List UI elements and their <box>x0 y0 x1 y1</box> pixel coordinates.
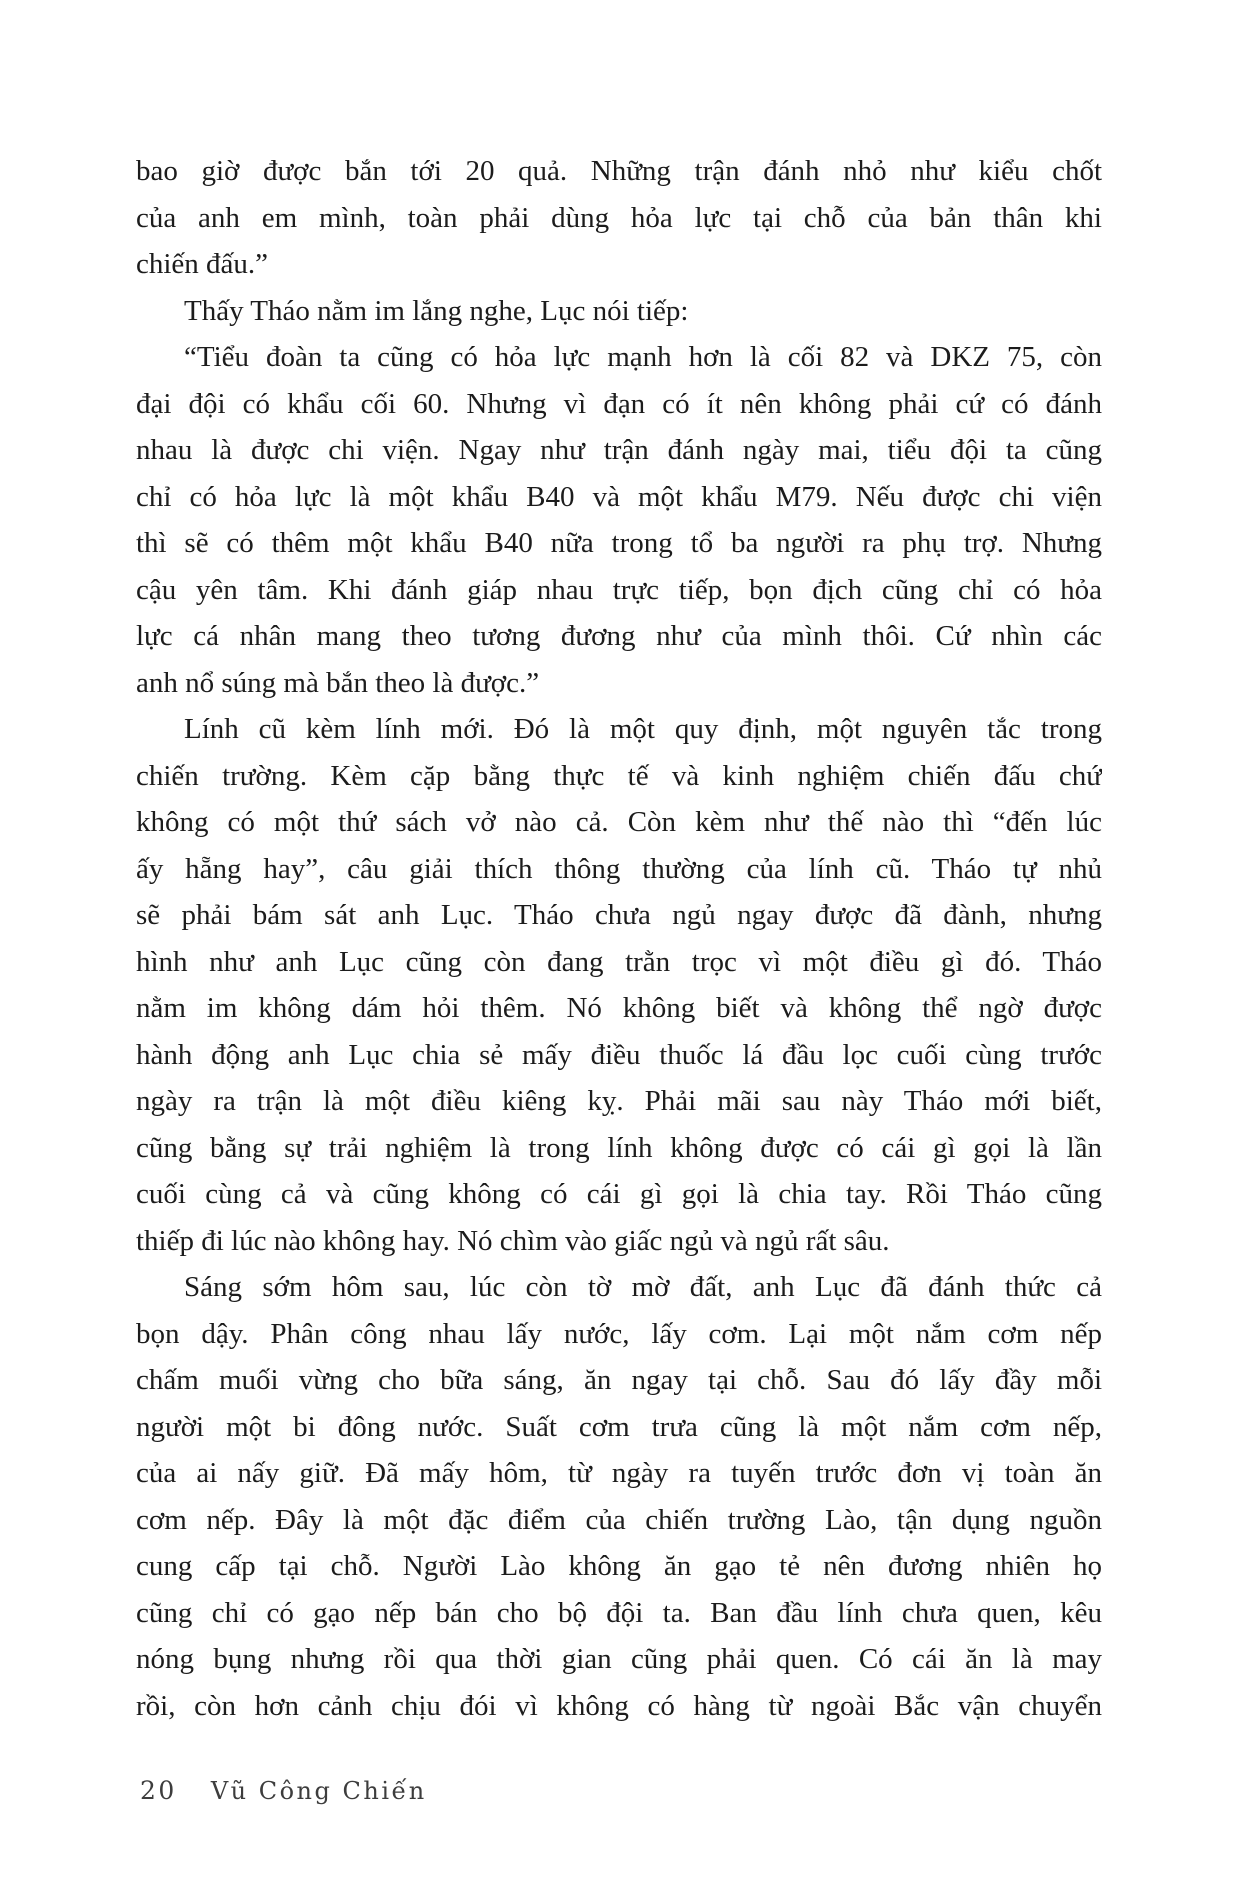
text-line: cung cấp tại chỗ. Người Lào không ăn gạo tẻ nên đương nhiên họ <box>136 1550 1102 1582</box>
paragraph <box>136 148 1102 288</box>
text-line: của ai nấy giữ. Đã mấy hôm, từ ngày ra tuyến trước đơn vị toàn ăn <box>136 1457 1102 1489</box>
text-line: hình như anh Lục cũng còn đang trằn trọc vì một điều gì đó. Tháo <box>136 945 1102 978</box>
text-line: chỉ có hỏa lực là một khẩu B40 và một khẩu M79. Nếu được chi viện <box>136 480 1102 513</box>
text-line: ngày ra trận là một điều kiêng kỵ. Phải mãi sau này Tháo mới biết, <box>136 1085 1102 1117</box>
text-line: không có một thứ sách vở nào cả. Còn kèm như thế nào thì “đến lúc <box>136 806 1102 838</box>
text-line: người một bi đông nước. Suất cơm trưa cũng là một nắm cơm nếp, <box>136 1410 1102 1443</box>
text-line: nằm im không dám hỏi thêm. Nó không biết và không thể ngờ được <box>136 992 1102 1024</box>
text-line: cơm nếp. Đây là một đặc điểm của chiến trường Lào, tận dụng nguồn <box>136 1503 1102 1536</box>
text-line: nóng bụng nhưng rồi qua thời gian cũng phải quen. Có cái ăn là may <box>136 1643 1102 1675</box>
text-line: chiến đấu.” <box>136 248 269 280</box>
paragraph <box>136 706 1102 1264</box>
text-line: hành động anh Lục chia sẻ mấy điều thuốc lá đầu lọc cuối cùng trước <box>136 1038 1102 1071</box>
text-line: thì sẽ có thêm một khẩu B40 nữa trong tổ ba người ra phụ trợ. Nhưng <box>136 527 1102 559</box>
text-line: ấy hẵng hay”, câu giải thích thông thường của lính cũ. Tháo tự nhủ <box>136 852 1102 885</box>
text-line: đại đội có khẩu cối 60. Nhưng vì đạn có ít nên không phải cứ có đánh <box>136 387 1102 420</box>
text-line: cũng chỉ có gạo nếp bán cho bộ đội ta. Ban đầu lính chưa quen, kêu <box>136 1596 1102 1629</box>
text-line: chiến trường. Kèm cặp bằng thực tế và kinh nghiệm chiến đấu chứ <box>136 759 1102 792</box>
text-line: rồi, còn hơn cảnh chịu đói vì không có hàng từ ngoài Bắc vận chuyển <box>136 1689 1102 1722</box>
text-line: thiếp đi lúc nào không hay. Nó chìm vào giấc ngủ và ngủ rất sâu. <box>136 1224 890 1257</box>
paragraph <box>136 288 1102 335</box>
text-line: bao giờ được bắn tới 20 quả. Những trận đánh nhỏ như kiểu chốt <box>136 155 1102 187</box>
text-line: anh nổ súng mà bắn theo là được.” <box>136 666 540 699</box>
text-line: Thấy Tháo nằm im lắng nghe, Lục nói tiếp: <box>184 294 689 327</box>
page-footer <box>140 1776 427 1805</box>
text-line: cậu yên tâm. Khi đánh giáp nhau trực tiếp, bọn địch cũng chỉ có hỏa <box>136 573 1102 606</box>
text-line: của anh em mình, toàn phải dùng hỏa lực tại chỗ của bản thân khi <box>136 201 1102 234</box>
text-line: lực cá nhân mang theo tương đương như của mình thôi. Cứ nhìn các <box>136 620 1102 652</box>
text-line: sẽ phải bám sát anh Lục. Tháo chưa ngủ ngay được đã đành, nhưng <box>136 899 1102 931</box>
text-line: cũng bằng sự trải nghiệm là trong lính không được có cái gì gọi là lần <box>136 1131 1102 1164</box>
text-line: nhau là được chi viện. Ngay như trận đánh ngày mai, tiểu đội ta cũng <box>136 434 1102 466</box>
paragraph <box>136 1264 1102 1729</box>
author-name: Vũ Công Chiến <box>210 1777 427 1805</box>
text-line: Lính cũ kèm lính mới. Đó là một quy định, một nguyên tắc trong <box>184 713 1102 745</box>
text-line: bọn dậy. Phân công nhau lấy nước, lấy cơm. Lại một nắm cơm nếp <box>136 1317 1102 1350</box>
text-line: Sáng sớm hôm sau, lúc còn tờ mờ đất, anh Lục đã đánh thức cả <box>184 1271 1102 1303</box>
text-line: cuối cùng cả và cũng không có cái gì gọi là chia tay. Rồi Tháo cũng <box>136 1178 1102 1210</box>
text-line: chấm muối vừng cho bữa sáng, ăn ngay tại chỗ. Sau đó lấy đầy mỗi <box>136 1364 1102 1396</box>
text-line: “Tiểu đoàn ta cũng có hỏa lực mạnh hơn là cối 82 và DKZ 75, còn <box>184 341 1102 373</box>
body-text <box>136 148 1102 1729</box>
page-number: 20 <box>140 1776 177 1805</box>
paragraph <box>136 334 1102 706</box>
